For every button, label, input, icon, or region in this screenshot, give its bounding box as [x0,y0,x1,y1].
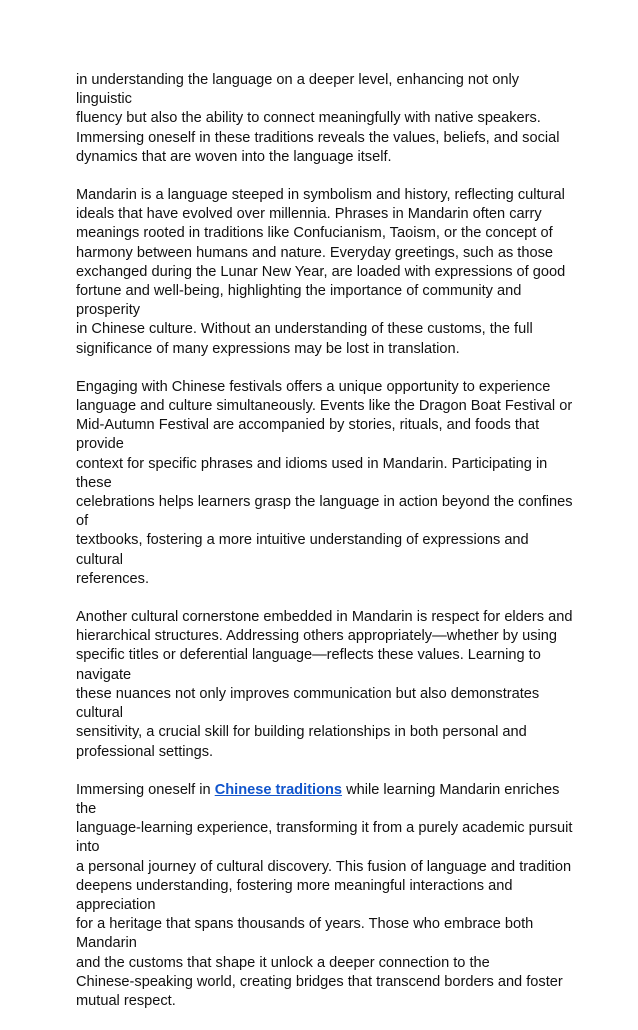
paragraph-5-lead: Immersing oneself in [76,781,215,798]
paragraph-4: Another cultural cornerstone embedded in Mandarin is respect for elders and hierarchical structures. Addressing others appropriately—whether by using specific titles or deferential language—reflects these values. Learning to navigate these nuances not only improves communication but also demonstrates cultural sensitivity, a crucial skill for building relationships in both personal and professional settings. [76,609,573,760]
paragraph-1: in understanding the language on a deeper level, enhancing not only linguistic fluency but also the ability to connect meaningfully with native speakers. Immersing oneself in these traditions reveals the values, beliefs, and social dynamics that are woven into the language itself. [76,72,560,165]
paragraph-5 [76,781,576,1011]
document-body [76,71,576,1030]
chinese-traditions-link[interactable]: Chinese traditions [214,781,343,798]
paragraph-3: Engaging with Chinese festivals offers a unique opportunity to experience language and culture simultaneously. Events like the Dragon Boat Festival or Mid-Autumn Festival are accompanied by stories, rituals, and foods that provide context for specific phrases and idioms used in Mandarin. Participating in these celebrations helps learners grasp the language in action beyond the confines of textbooks, fostering a more intuitive understanding of expressions and cultural references. [76,378,573,587]
paragraph-2: Mandarin is a language steeped in symbolism and history, reflecting cultural ideals that have evolved over millennia. Phrases in Mandarin often carry meanings rooted in traditions like Confucianism, Taoism, or the concept of harmony between humans and nature. Everyday greetings, such as those exchanged during the Lunar New Year, are loaded with expressions of good fortune and well-being, highlighting the importance of community and prosperity in Chinese culture. Without an understanding of these customs, the full significance of many expressions may be lost in translation. [76,187,566,357]
paragraph-5-rest: while learning Mandarin enriches the language-learning experience, transforming it from a purely academic pursuit into a personal journey of cultural discovery. This fusion of language and tradition deepens understanding, fostering more meaningful interactions and appreciation for a heritage that spans thousands of years. Those who embrace both Mandarin and the customs that shape it unlock a deeper connection to the Chinese-speaking world, creating bridges that transcend borders and foster mutual respect. [76,781,573,1009]
